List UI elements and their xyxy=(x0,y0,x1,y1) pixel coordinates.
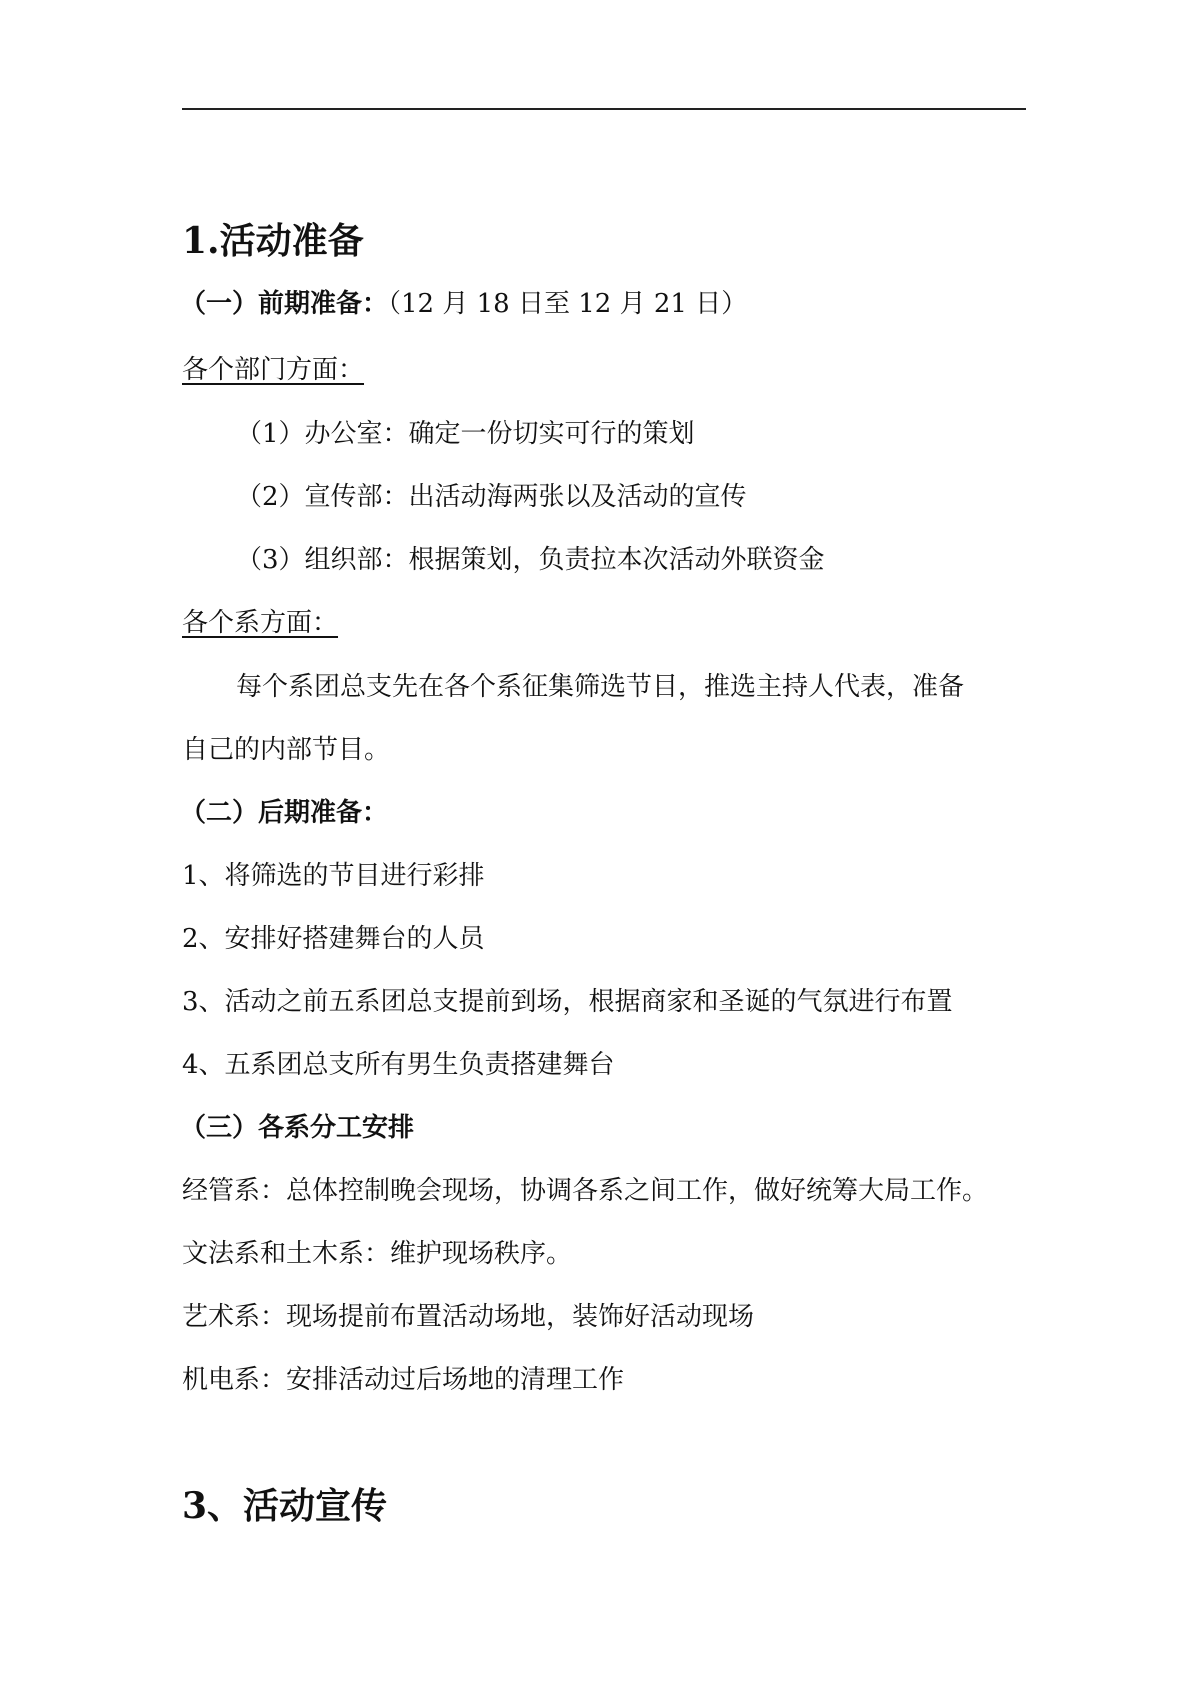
sys-paragraph-line-1: 每个系团总支先在各个系征集筛选节目，推选主持人代表，准备 xyxy=(236,672,965,702)
post-item: 3、活动之前五系团总支提前到场，根据商家和圣诞的气氛进行布置 xyxy=(182,987,953,1017)
post-prep-heading: （二）后期准备： xyxy=(180,798,389,828)
sys-paragraph-line-2: 自己的内部节目。 xyxy=(182,735,391,765)
pre-prep-heading xyxy=(180,286,747,322)
pre-prep-label: （一）前期准备： xyxy=(180,289,389,319)
division-item: 机电系：安排活动过后场地的清理工作 xyxy=(182,1365,625,1395)
section-title: 1.活动准备 xyxy=(182,220,364,262)
division-item: 经管系：总体控制晚会现场，协调各系之间工作，做好统筹大局工作。 xyxy=(182,1176,989,1206)
division-item: 文法系和土木系：维护现场秩序。 xyxy=(182,1239,573,1269)
dept-item: （1）办公室：确定一份切实可行的策划 xyxy=(236,419,695,449)
header-rule xyxy=(182,108,1026,110)
division-heading: （三）各系分工安排 xyxy=(180,1113,415,1143)
post-item: 2、安排好搭建舞台的人员 xyxy=(182,924,485,954)
division-item: 艺术系：现场提前布置活动场地，装饰好活动现场 xyxy=(182,1302,755,1332)
dept-item: （2）宣传部：出活动海两张以及活动的宣传 xyxy=(236,482,747,512)
sys-label: 各个系方面： xyxy=(182,608,339,638)
dept-item: （3）组织部：根据策划，负责拉本次活动外联资金 xyxy=(236,545,825,575)
post-item: 1、将筛选的节目进行彩排 xyxy=(182,861,485,891)
dept-label: 各个部门方面： xyxy=(182,355,365,385)
post-item: 4、五系团总支所有男生负责搭建舞台 xyxy=(182,1050,615,1080)
pre-prep-dates: （12 月 18 日至 12 月 21 日） xyxy=(388,289,748,319)
section3-title: 3、活动宣传 xyxy=(182,1485,388,1527)
